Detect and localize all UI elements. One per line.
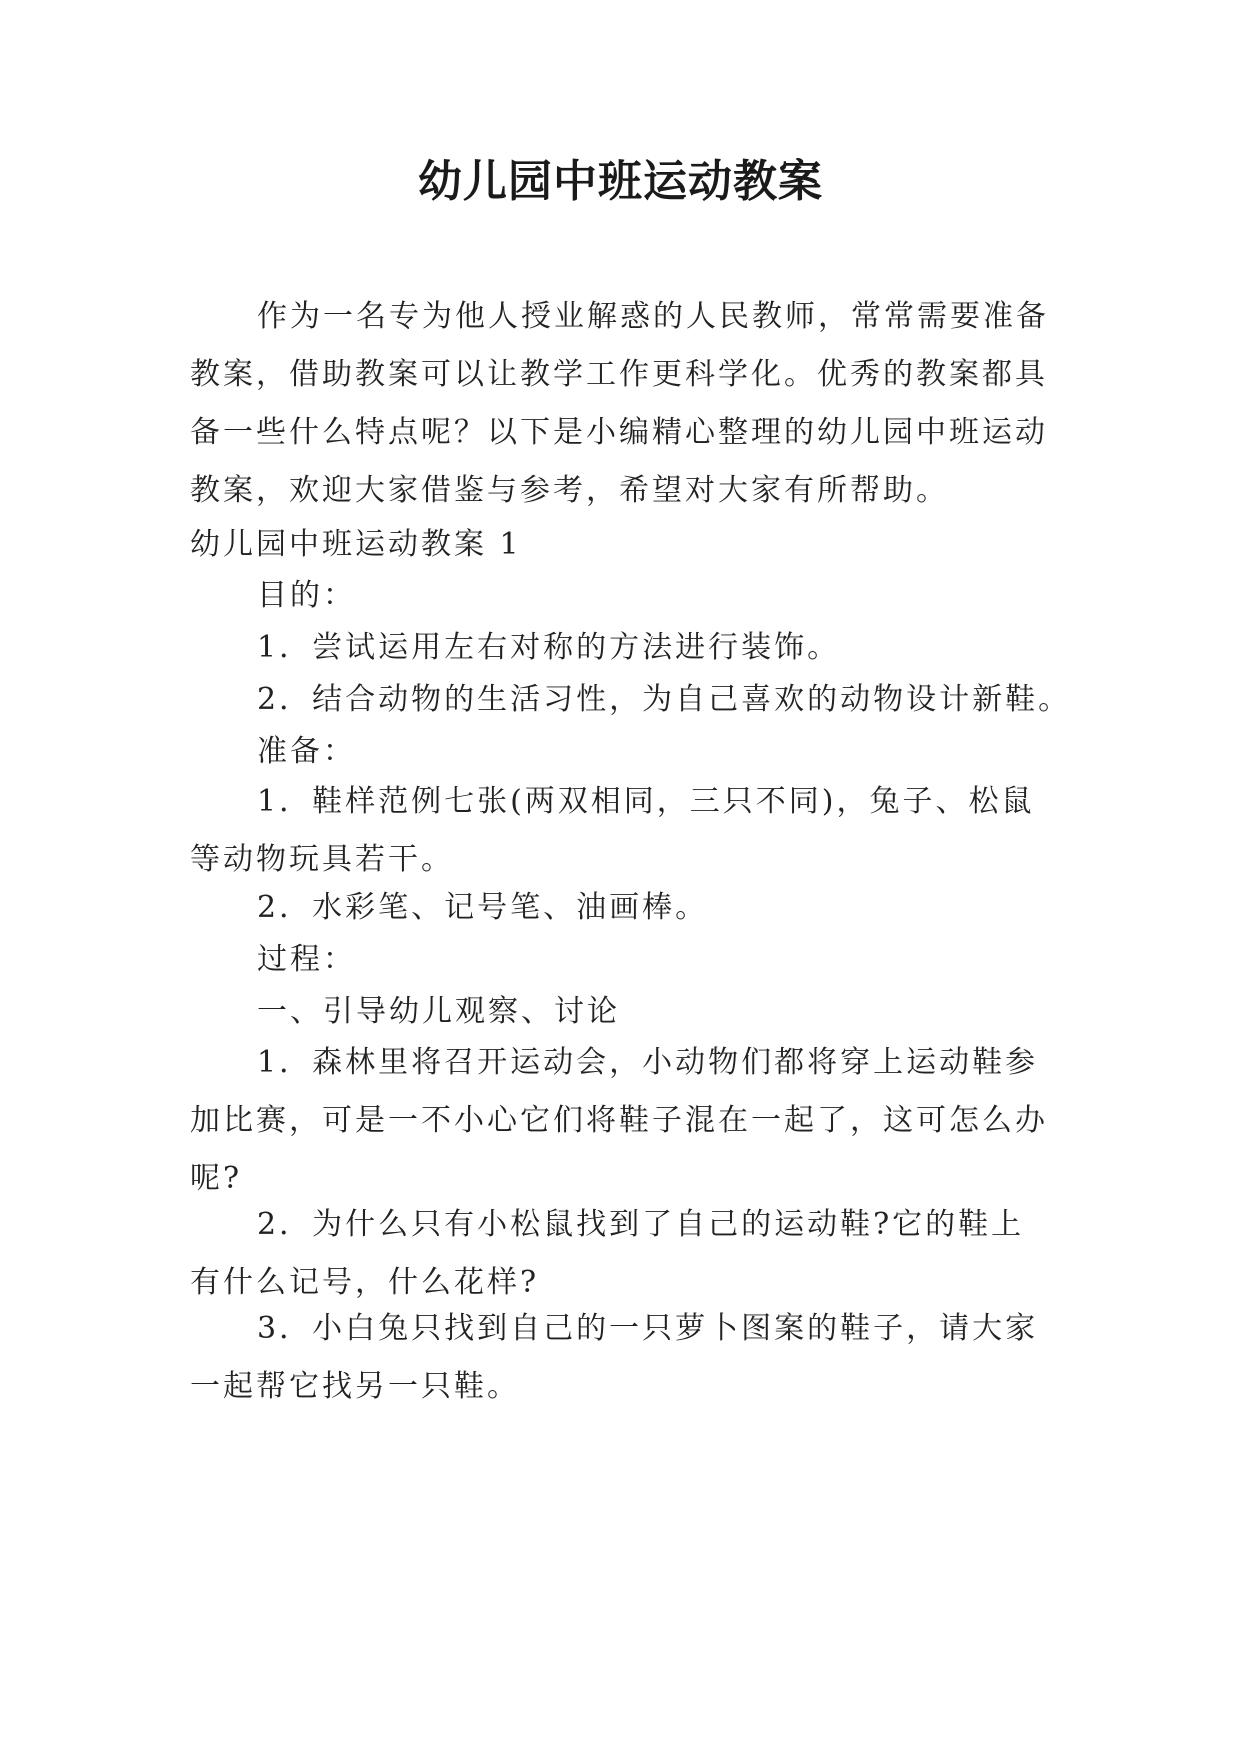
page-title: 幼儿园中班运动教案 <box>418 156 823 207</box>
goal-label: 目的： <box>257 578 356 613</box>
process-label: 过程： <box>257 942 356 977</box>
prep-item-2: 2．水彩笔、记号笔、油画棒。 <box>257 890 709 925</box>
step-item-3: 3．小白兔只找到自己的一只萝卜图案的鞋子，请大家一起帮它找另一只鞋。 <box>190 1311 1039 1404</box>
step-item-2: 2．为什么只有小松鼠找到了自己的运动鞋?它的鞋上有什么记号，什么花样? <box>190 1207 1025 1300</box>
prep-label: 准备： <box>257 734 356 769</box>
section-heading: 幼儿园中班运动教案 1 <box>190 527 522 562</box>
step-item-1: 1．森林里将召开运动会，小动物们都将穿上运动鞋参加比赛，可是一不小心它们将鞋子混在一起了，这可怎么办呢? <box>190 1045 1048 1196</box>
prep-item-1: 1．鞋样范例七张(两双相同，三只不同)，兔子、松鼠等动物玩具若干。 <box>190 784 1035 877</box>
goal-item-2: 2．结合动物的生活习性，为自己喜欢的动物设计新鞋。 <box>257 682 1072 717</box>
intro-paragraph: 作为一名专为他人授业解惑的人民教师，常常需要准备教案，借助教案可以让教学工作更科学化。优秀的教案都具备一些什么特点呢？以下是小编精心整理的幼儿园中班运动教案，欢迎大家借鉴与参考，希望对大家有所帮助。 <box>190 299 1049 508</box>
goal-item-1: 1．尝试运用左右对称的方法进行装饰。 <box>257 630 841 665</box>
step-heading: 一、引导幼儿观察、讨论 <box>257 994 620 1029</box>
